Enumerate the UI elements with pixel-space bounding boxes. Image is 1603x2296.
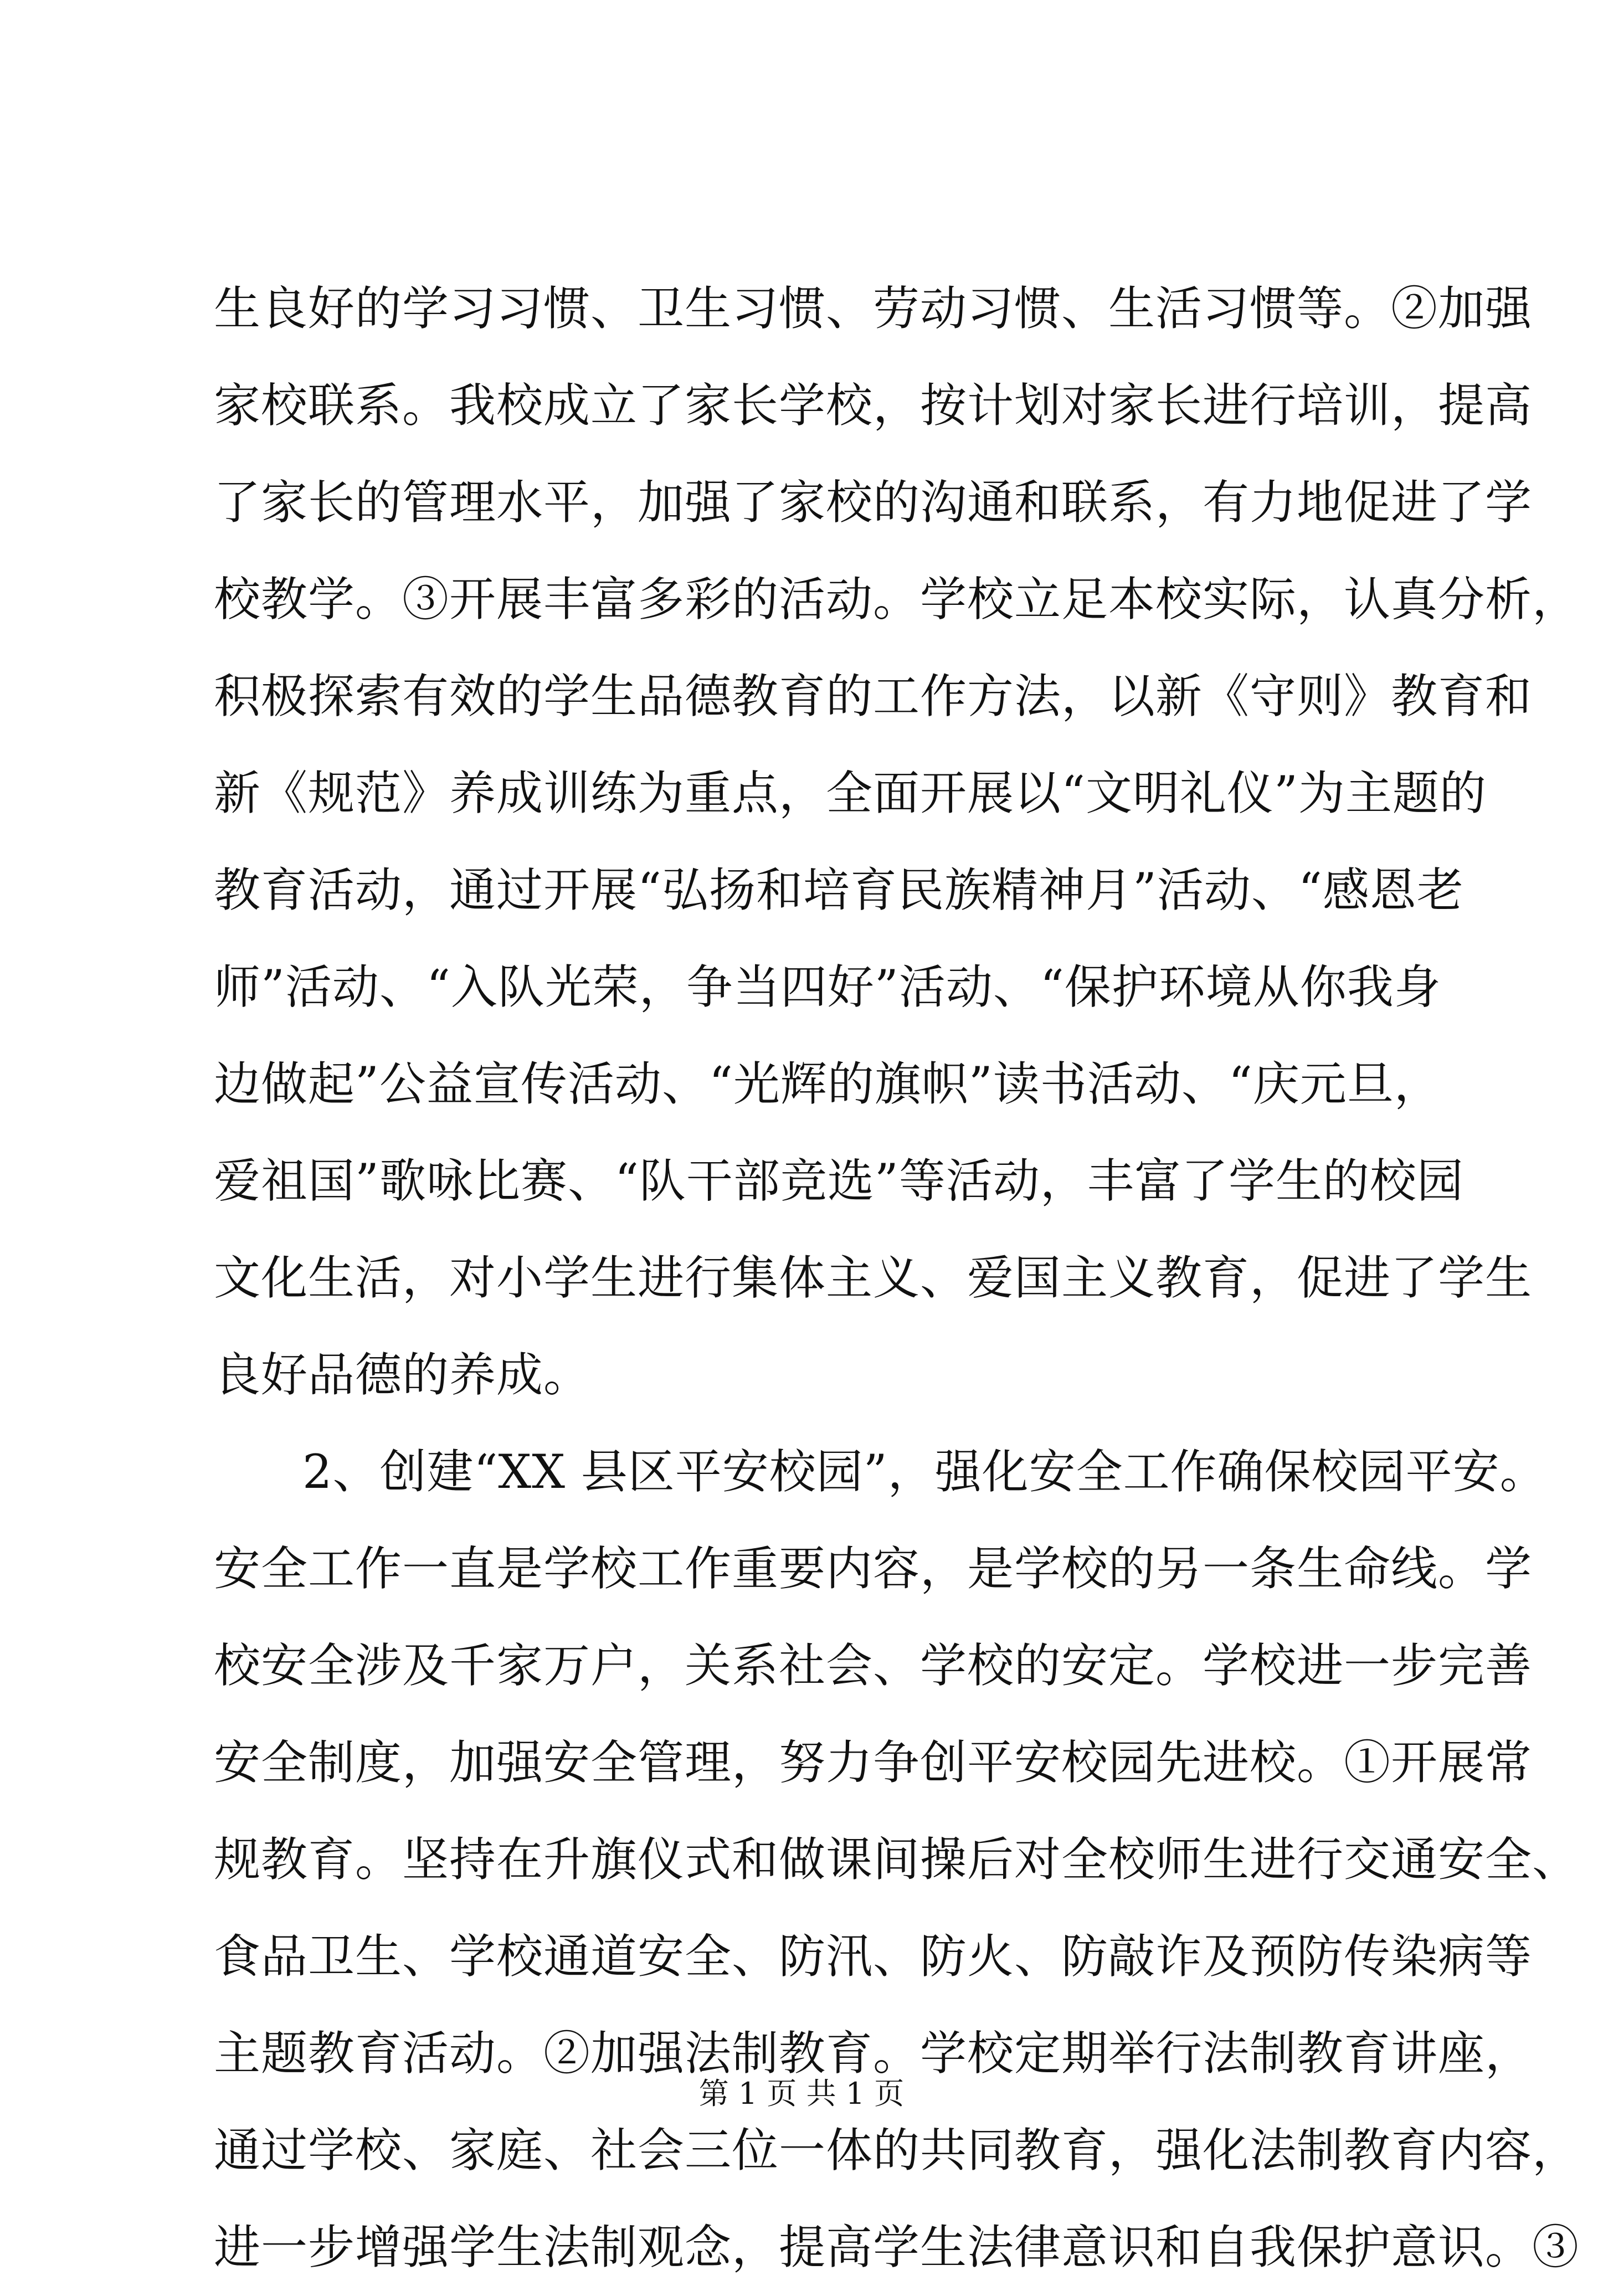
page-footer: 第 1 页 共 1 页 bbox=[698, 2076, 905, 2111]
text-line: 师”活动、“入队光荣，争当四好”活动、“保护环境从你我身 bbox=[214, 960, 1441, 1014]
text-line: 教育活动，通过开展“弘扬和培育民族精神月”活动、“感恩老 bbox=[214, 863, 1464, 917]
text-line: 了家长的管理水平，加强了家校的沟通和联系，有力地促进了学 bbox=[214, 475, 1533, 530]
text-line: 生良好的学习习惯、卫生习惯、劳动习惯、生活习惯等。②加强 bbox=[214, 281, 1533, 336]
text-line: 良好品德的养成。 bbox=[214, 1348, 591, 1402]
text-line: 校安全涉及千家万户，关系社会、学校的安定。学校进一步完善 bbox=[214, 1638, 1533, 1693]
text-line: 校教学。③开展丰富多彩的活动。学校立足本校实际，认真分析， bbox=[214, 572, 1580, 626]
text-line: 规教育。坚持在升旗仪式和做课间操后对全校师生进行交通安全、 bbox=[214, 1832, 1580, 1887]
text-line: 食品卫生、学校通道安全、防汛、防火、防敲诈及预防传染病等 bbox=[214, 1929, 1533, 1984]
text-line: 边做起”公益宣传活动、“光辉的旗帜”读书活动、“庆元旦， bbox=[214, 1057, 1441, 1111]
text-line: 主题教育活动。②加强法制教育。学校定期举行法制教育讲座， bbox=[214, 2026, 1533, 2081]
text-line: 爱祖国”歌咏比赛、“队干部竞选”等活动，丰富了学生的校园 bbox=[214, 1154, 1464, 1208]
text-line: 进一步增强学生法制观念，提高学生法律意识和自我保护意识。③ bbox=[214, 2220, 1580, 2274]
text-line: 通过学校、家庭、社会三位一体的共同教育，强化法制教育内容， bbox=[214, 2123, 1580, 2177]
text-line: 家校联系。我校成立了家长学校，按计划对家长进行培训，提高 bbox=[214, 378, 1533, 433]
paragraph-start-line: 2、创建“XX 县区平安校园”，强化安全工作确保校园平安。 bbox=[302, 1445, 1547, 1499]
text-line: 安全工作一直是学校工作重要内容，是学校的另一条生命线。学 bbox=[214, 1542, 1533, 1596]
text-line: 安全制度，加强安全管理，努力争创平安校园先进校。①开展常 bbox=[214, 1735, 1533, 1790]
document-body bbox=[214, 260, 1580, 2296]
text-line: 积极探索有效的学生品德教育的工作方法，以新《守则》教育和 bbox=[214, 669, 1533, 723]
text-line: 文化生活，对小学生进行集体主义、爱国主义教育，促进了学生 bbox=[214, 1251, 1533, 1305]
text-line: 新《规范》养成训练为重点，全面开展以“文明礼仪”为主题的 bbox=[214, 766, 1487, 820]
